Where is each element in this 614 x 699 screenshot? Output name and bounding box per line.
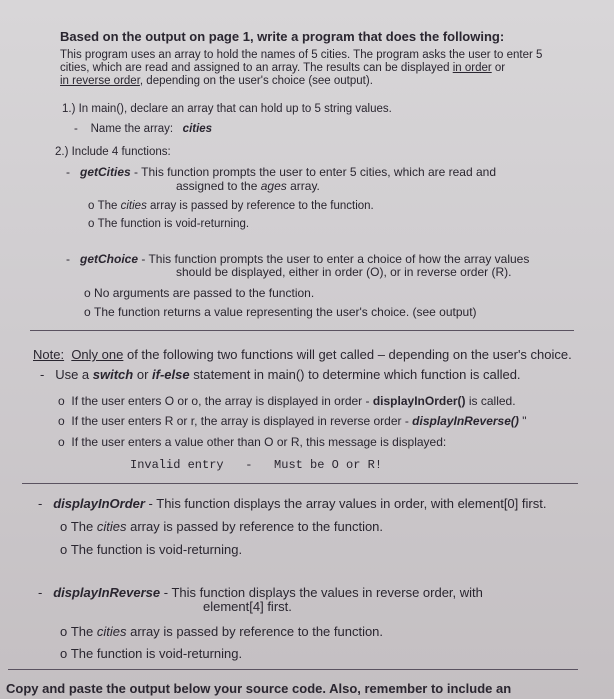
note-bullet: - Use a switch or if-else statement in main() to determine which function is called. [40,367,521,382]
step-2: 2.) Include 4 functions: [55,146,171,158]
divider-1 [30,330,574,331]
assignment-heading: Based on the output on page 1, write a program that does the following: [60,29,505,44]
getcities-desc: - getCities - This function prompts the user to enter 5 cities, which are read and [66,165,496,179]
displayinreverse-sub-1: o The cities array is passed by reference to the function. [60,624,384,639]
getchoice-desc-2: should be displayed, either in order (O), or in reverse order (R). [176,265,512,279]
divider-2 [22,483,578,484]
displayinorder-desc: - displayInOrder - This function displays the array values in order, with element[0] first. [38,496,547,511]
getchoice-sub-1: o No arguments are passed to the function. [84,286,315,300]
getcities-sub-2: o The function is void-returning. [88,218,250,230]
note-case-2: o If the user enters R or r, the array is displayed in reverse order - displayInReverse() " [58,414,527,428]
note-line: Note: Only one of the following two functions will get called – depending on the user's choice. [33,347,572,362]
intro-line-1: This program uses an array to hold the names of 5 cities. The program asks the user to enter 5 [60,49,543,61]
divider-3 [8,669,578,670]
invalid-entry-message: Invalid entry - Must be O or R! [130,458,383,472]
getchoice-desc: - getChoice - This function prompts the user to enter a choice of how the array values [66,252,530,266]
displayinreverse-desc-2: element[4] first. [203,599,292,614]
step-1-bullet: - Name the array: cities [74,123,213,135]
note-case-3: o If the user enters a value other than O or R, this message is displayed: [58,435,447,449]
getcities-desc-2: assigned to the ages array. [176,179,320,193]
footer-instruction: Copy and paste the output below your source code. Also, remember to include an [6,681,512,696]
getcities-sub-1: o The cities array is passed by reference to the function. [88,200,374,212]
displayinreverse-desc: - displayInReverse - This function displays the values in reverse order, with [38,585,483,600]
note-case-1: o If the user enters O or o, the array is displayed in order - displayInOrder() is called. [58,394,516,408]
intro-line-2: cities, which are read and assigned to an array. The results can be displayed in order or [60,62,506,74]
displayinorder-sub-2: o The function is void-returning. [60,542,243,557]
getchoice-sub-2: o The function returns a value representing the user's choice. (see output) [84,305,477,319]
displayinreverse-sub-2: o The function is void-returning. [60,646,243,661]
step-1: 1.) In main(), declare an array that can hold up to 5 string values. [62,103,392,115]
intro-line-3: in reverse order, depending on the user's choice (see output). [60,75,373,87]
displayinorder-sub-1: o The cities array is passed by reference to the function. [60,519,384,534]
